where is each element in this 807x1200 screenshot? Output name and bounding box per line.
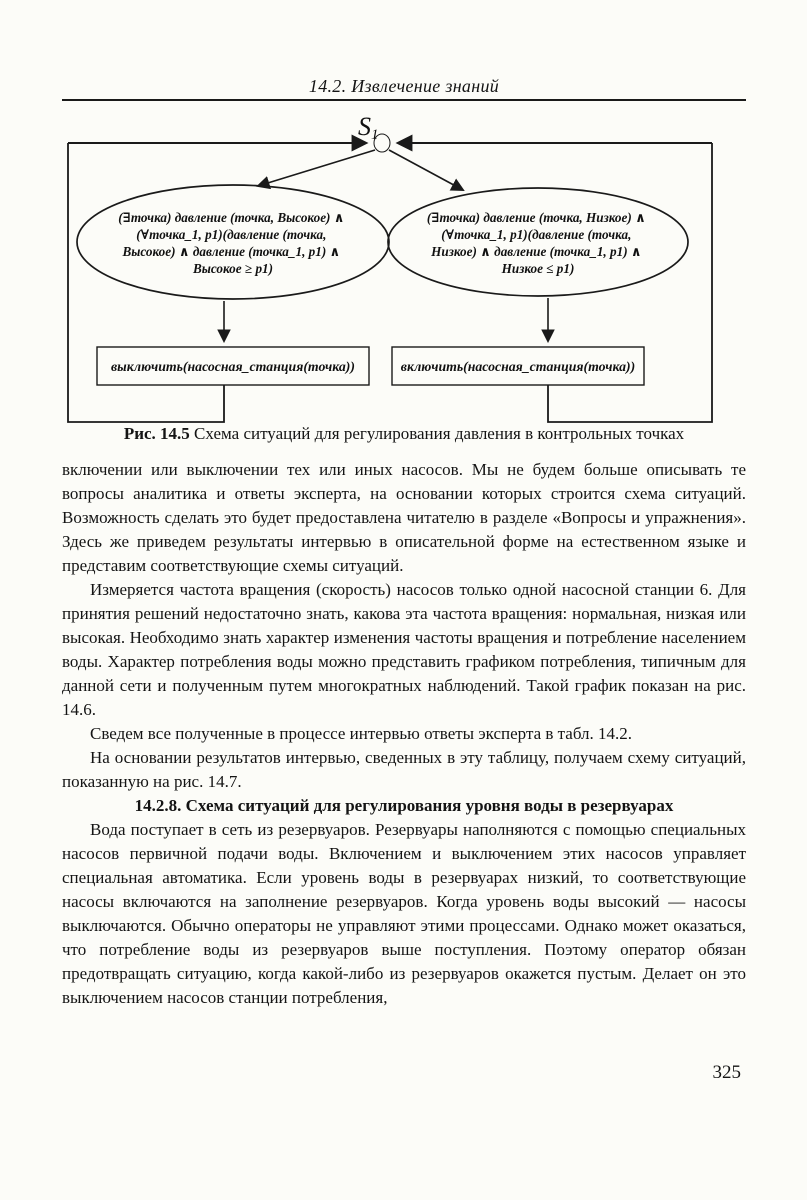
paragraph: Измеряется частота вращения (скорость) насосов только одной насосной станции 6. Для принятия решений недостаточно знать, какова эта частота вращения: нормальная, низкая или высокая. Необходимо знать характер изменения частоты вращения и потребление населением воды. Характер потребления воды можно представить графиком потребления, типичным для данной сети и полученным путем многократных наблюдений. Такой график показан на рис. 14.6. bbox=[62, 580, 746, 719]
arrow-to-left-ellipse bbox=[258, 150, 375, 186]
arrow-to-right-ellipse bbox=[389, 150, 463, 190]
page-number: 325 bbox=[712, 1062, 741, 1083]
section-heading: 14.2.8. Схема ситуаций для регулирования уровня воды в резервуарах bbox=[134, 796, 674, 815]
s1-node-dot bbox=[374, 134, 390, 152]
paragraph: включении или выключении тех или иных насосов. Мы не будем больше описывать те вопросы аналитика и ответы эксперта, на основании которых строится схема ситуаций. Возможность сделать это будет предоставлена читателю в разделе «Вопросы и упражнения». Здесь же приведем результаты интервью в описательной форме на естественном языке и представим соответствующие схемы ситуаций. bbox=[62, 460, 746, 575]
right-condition-formula: (∃точка) давление (точка, Низкое) ∧ (∀точка_1, p1)(давление (точка, Низкое) ∧ давление (точка_1, p1) ∧ Низкое ≤ p1) bbox=[426, 210, 646, 276]
left-feedback-path bbox=[68, 143, 224, 422]
left-condition-ellipse bbox=[77, 185, 389, 299]
s1-node-label: S1 bbox=[358, 112, 379, 143]
figure-caption-number: Рис. 14.5 bbox=[123, 424, 190, 443]
running-head: 14.2. Извлечение знаний bbox=[308, 76, 500, 96]
paragraph: Сведем все полученные в процессе интервью ответы эксперта в табл. 14.2. bbox=[90, 724, 633, 743]
paragraph: На основании результатов интервью, сведенных в эту таблицу, получаем схему ситуаций, показанную на рис. 14.7. bbox=[62, 748, 746, 791]
left-condition-formula: (∃точка) давление (точка, Высокое) ∧ (∀точка_1, p1)(давление (точка, Высокое) ∧ давление (точка_1, p1) ∧ Высокое ≥ p1) bbox=[118, 210, 345, 276]
figure-caption-text: Схема ситуаций для регулирования давления в контрольных точках bbox=[194, 424, 685, 443]
figure-caption bbox=[62, 424, 746, 444]
header-rule bbox=[62, 99, 746, 101]
right-feedback-path bbox=[548, 143, 712, 422]
right-condition-ellipse bbox=[388, 188, 688, 296]
situation-diagram bbox=[60, 105, 720, 435]
body-text bbox=[62, 458, 746, 1010]
right-action-label: включить(насосная_станция(точка)) bbox=[400, 359, 636, 374]
left-action-label: выключить(насосная_станция(точка)) bbox=[111, 359, 355, 374]
paragraph: Вода поступает в сеть из резервуаров. Резервуары наполняются с помощью специальных насосов первичной подачи воды. Включением и выключением этих насосов управляет специальная автоматика. Если уровень воды в резервуарах низкий, то соответствующие насосы включаются на заполнение резервуаров. Когда уровень воды высокий — насосы выключаются. Обычно операторы не управляют этими процессами. Однако может оказаться, что потребление воды из резервуаров выше поступления. Поэтому оператор обязан предотвращать ситуацию, когда какой-либо из резервуаров окажется пустым. Делает он это выключением насосов станции потребления, bbox=[62, 820, 746, 1007]
